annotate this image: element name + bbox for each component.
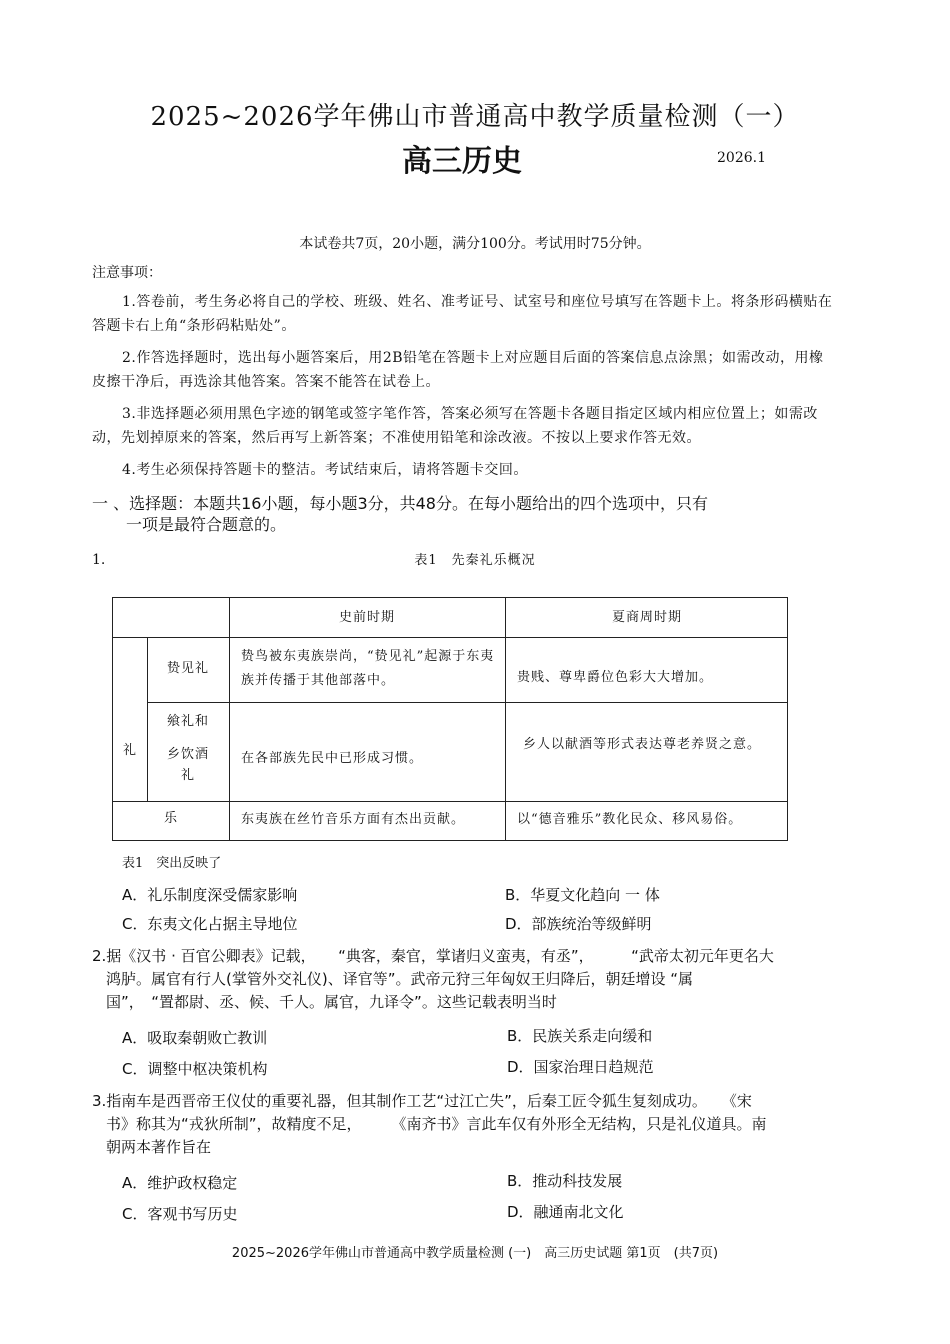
page-footer: 2025~2026学年佛山市普通高中教学质量检测 (一) 高三历史试题 第1页 (共7页)	[231, 1246, 719, 1261]
table-cell: 在各部族先民中已形成习惯。	[241, 751, 424, 766]
option-b: B．民族关系走向缓和	[507, 1027, 653, 1045]
question-3	[92, 1090, 837, 1159]
note-item: 3.非选择题必须用黑色字迹的钢笔或签字笔作答，答案必须写在答题卡各题目指定区域内相应位置上；如需改动，先划掉原来的答案，然后再写上新答案；不准使用铅笔和涂改液。不按以上要求作答无效。	[92, 406, 818, 446]
table-cell: 乡人以献酒等形式表达尊老养贤之意。	[523, 737, 762, 752]
option-c: C．调整中枢决策机构	[122, 1060, 268, 1078]
option-d: D．部族统治等级鲜明	[505, 915, 652, 933]
section-heading-line: 一项是最符合题意的。	[126, 515, 287, 534]
question-line: 朝两本著作旨在	[106, 1138, 212, 1156]
table-row-label: 乐	[163, 811, 178, 826]
question-line: 国”， “置都尉、丞、候、千人。属官，九译令”。这些记载表明当时	[106, 993, 557, 1011]
question-line: 3.指南车是西晋帝王仪仗的重要礼器，但其制作工艺“过江亡失”，后秦工匠令狐生复刻成功。 《宋	[92, 1092, 752, 1110]
table-cell: 贽鸟被东夷族崇尚，“贽见礼”起源于东夷族并传播于其他部落中。	[241, 649, 495, 688]
rites-music-table	[112, 597, 788, 841]
exam-date: 2026.1	[717, 150, 766, 166]
table-header-prehistoric: 史前时期	[338, 610, 395, 625]
table-row-label: 礼	[180, 768, 195, 783]
option-d: D．国家治理日趋规范	[507, 1058, 654, 1076]
question-2	[92, 945, 837, 1014]
subject-title: 高三历史	[402, 144, 522, 179]
notes-heading: 注意事项：	[92, 265, 162, 281]
option-a: A．礼乐制度深受儒家影响	[122, 886, 298, 904]
exam-intro: 本试卷共7页，20小题，满分100分。考试用时75分钟。	[299, 236, 651, 252]
question-line: 鸿胪。属官有行人(掌管外交礼仪)、译官等”。武帝元狩三年匈奴王归降后，朝廷增设 “属	[106, 970, 694, 988]
table-cell: 以“德音雅乐”教化民众、移风易俗。	[517, 812, 743, 827]
table-row-label: 贽见礼	[166, 661, 209, 676]
table-cell: 东夷族在丝竹音乐方面有杰出贡献。	[241, 812, 466, 827]
table-row-label: 乡饮酒	[166, 747, 209, 762]
option-d: D．融通南北文化	[507, 1203, 624, 1221]
note-item: 4.考生必须保持答题卡的整洁。考试结束后，请将答题卡交回。	[122, 462, 528, 478]
exam-title: 2025~2026学年佛山市普通高中教学质量检测（一）	[150, 102, 800, 132]
question-stem: 表1 突出反映了	[122, 856, 222, 871]
option-c: C．东夷文化占据主导地位	[122, 915, 298, 933]
table-header-xia-shang-zhou: 夏商周时期	[611, 610, 682, 625]
question-line: 书》称其为“戎狄所制”，故精度不足， 《南齐书》言此车仅有外形全无结构，只是礼仪道具。南	[106, 1115, 767, 1133]
table-row-label: 飨礼和	[166, 714, 209, 729]
section-heading	[92, 493, 842, 535]
section-heading-line: 一 、选择题：本题共16小题，每小题3分，共48分。在每小题给出的四个选项中，只有	[92, 494, 708, 513]
table-caption: 表1 先秦礼乐概况	[414, 553, 536, 568]
option-b: B．推动科技发展	[507, 1172, 623, 1190]
option-a: A．维护政权稳定	[122, 1174, 238, 1192]
question-number: 1.	[92, 552, 106, 568]
table-cell-li: 礼	[122, 743, 137, 758]
option-a: A．吸取秦朝败亡教训	[122, 1029, 268, 1047]
option-c: C．客观书写历史	[122, 1205, 238, 1223]
table-cell: 贵贱、尊卑爵位色彩大大增加。	[517, 670, 714, 685]
note-item: 2.作答选择题时，选出每小题答案后，用2B铅笔在答题卡上对应题目后面的答案信息点涂黑；如需改动，用橡皮擦干净后，再选涂其他答案。答案不能答在试卷上。	[92, 350, 824, 390]
option-b: B．华夏文化趋向 一 体	[505, 886, 660, 904]
question-line: 2.据《汉书 · 百官公卿表》记载， “典客，秦官，掌诸归义蛮夷，有丞”， “武帝太初元年更名大	[92, 947, 774, 965]
note-item: 1.答卷前，考生务必将自己的学校、班级、姓名、准考证号、试室号和座位号填写在答题卡上。将条形码横贴在答题卡右上角“条形码粘贴处”。	[92, 294, 833, 334]
